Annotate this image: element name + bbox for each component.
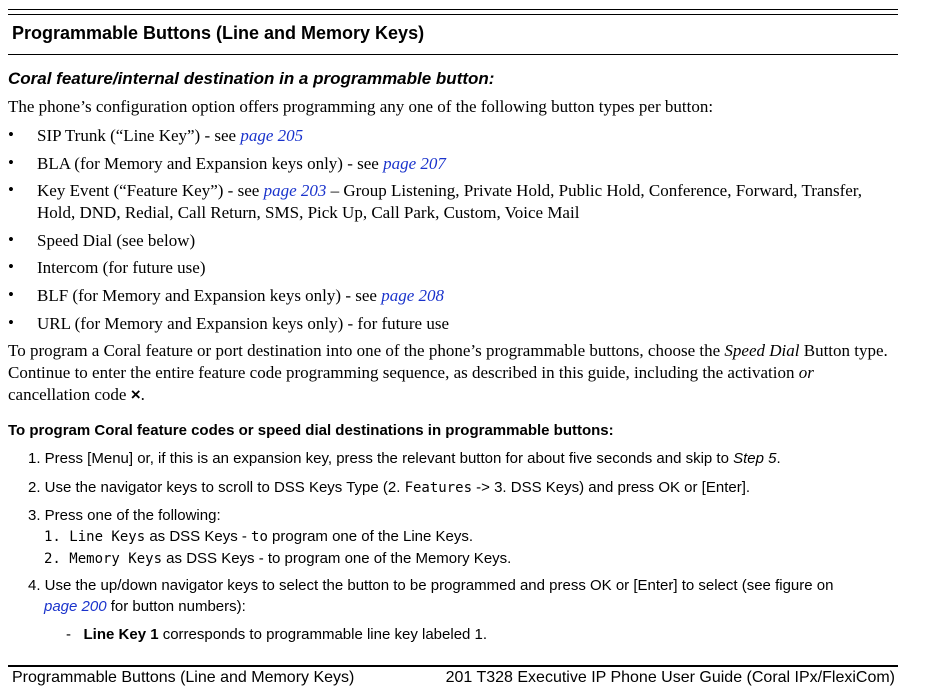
bullet-text: Intercom (for future use) [37,258,206,277]
bullet-dot: • [8,285,14,304]
intro-text: The phone’s configuration option offers programming any one of the following button types per button: [8,97,714,116]
bullet-dot: • [8,125,14,144]
page-link[interactable]: page 203 [263,181,327,200]
page-link[interactable]: page 205 [240,126,304,145]
bullet-text: Speed Dial (see below) [37,231,196,250]
bullet-text: BLA (for Memory and Expansion keys only) - see [37,154,384,173]
footer-rule [8,665,898,667]
step-4-sub-item: - Line Key 1 corresponds to programmable line key labeled 1. [66,626,488,643]
bullet-dot: • [8,180,14,199]
dash: - [66,626,71,643]
top-rule-2 [8,14,898,15]
top-rule-1 [8,9,898,10]
step-3-option-2: 2. Memory Keys as DSS Keys - to program one of the Memory Keys. [44,550,512,567]
emphasis-or: or [798,363,814,382]
bullet-dot: • [8,153,14,172]
footer-section-title: Programmable Buttons (Line and Memory Keys) [12,669,355,686]
menu-path: Features [404,480,472,496]
step-1: 1. Press [Menu] or, if this is an expansion key, press the relevant button for about five seconds and skip to Step 5. [28,450,781,467]
bullet-tail: – Group Listening, Private Hold, Public Hold, Conference, Forward, Transfer, Hold, DND, Redial, Call Return, SMS, Pick Up, Call Park, Custom, Voice Mail [37,181,863,222]
page-link[interactable]: page 200 [44,598,107,615]
step-3-option-1: 1. Line Keys as DSS Keys - to program one of the Line Keys. [44,528,474,545]
emphasis-speed-dial: Speed Dial [724,341,800,360]
bullet-text: SIP Trunk (“Line Key”) - see [37,126,241,145]
bullet-text: URL (for Memory and Expansion keys only) - for future use [37,314,449,333]
section-heading: Coral feature/internal destination in a programmable button: [8,69,495,88]
page-header-title: Programmable Buttons (Line and Memory Keys) [12,23,425,43]
step-2: 2. Use the navigator keys to scroll to DSS Keys Type (2. Features -> 3. DSS Keys) and press OK or [Enter]. [28,479,751,496]
bullet-dot: • [8,257,14,276]
step-4: 4. Use the up/down navigator keys to select the button to be programmed and press OK or [Enter] to select (see figure on page 200 for button numbers): [28,577,834,615]
line-key-label: Line Key 1 [83,626,159,643]
step-reference: Step 5 [733,450,777,467]
page-link[interactable]: page 207 [383,154,446,173]
header-rule [8,54,898,55]
step-3-text: 3. Press one of the following: [28,507,221,524]
footer-page-info: 201 T328 Executive IP Phone User Guide (Coral IPx/FlexiCom) [445,669,895,686]
procedure-heading: To program Coral feature codes or speed dial destinations in programmable buttons: [8,422,614,439]
page-link[interactable]: page 208 [381,286,444,305]
bullet-dot: • [8,313,14,332]
code-symbol: × [130,385,141,404]
bullet-text: Key Event (“Feature Key”) - see [37,181,264,200]
bullet-dot: • [8,230,14,249]
body-paragraph: To program a Coral feature or port destination into one of the phone’s programmable buttons, choose the Speed Dial Button type. Continue to enter the entire feature code programming sequence, as described in this guide, including the activation or cancellation code ×. [8,341,888,404]
step-3 [28,505,888,570]
bullet-text: BLF (for Memory and Expansion keys only) - see [37,286,382,305]
